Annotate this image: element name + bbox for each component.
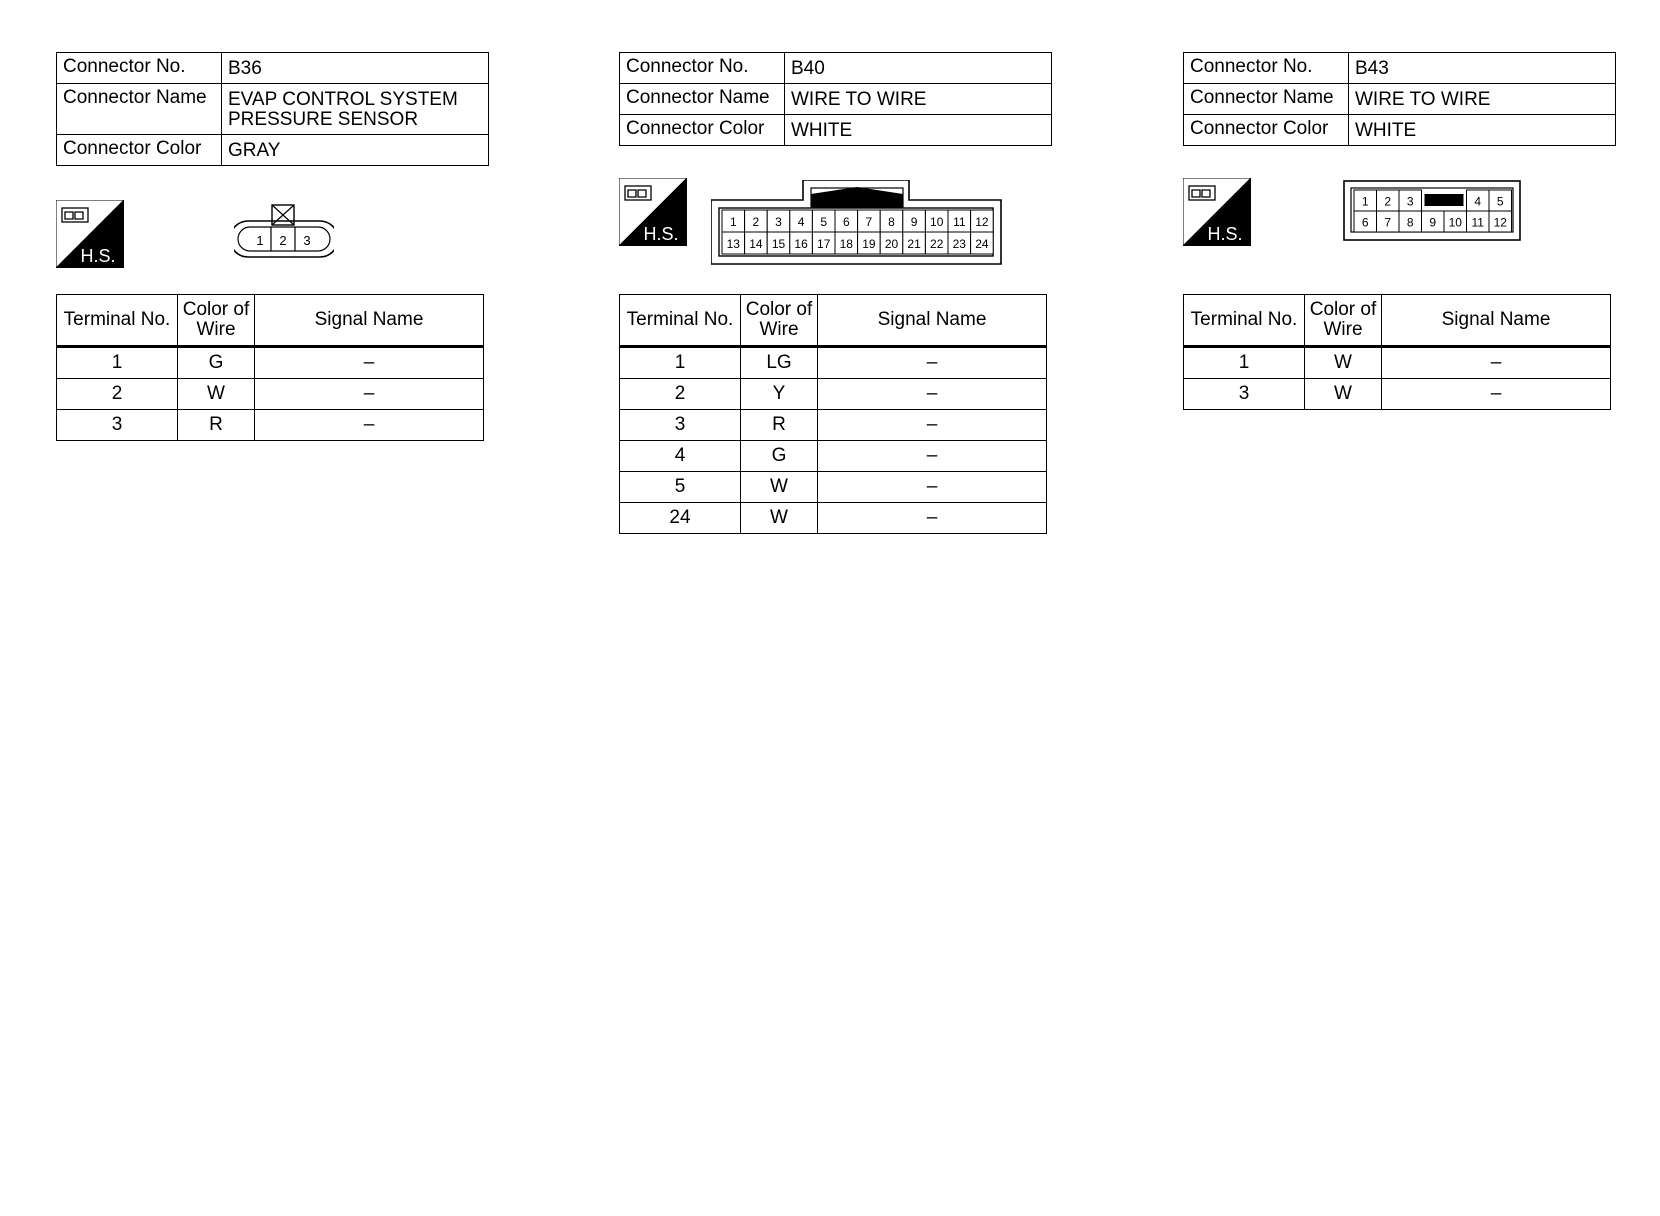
connector-no-label: Connector No. — [1184, 53, 1349, 84]
connector-no-value: B40 — [785, 53, 1052, 84]
pin-label: 12 — [1493, 215, 1507, 230]
terminal-cell: 1 — [57, 347, 178, 379]
table-row — [1184, 347, 1611, 379]
terminal-cell: 1 — [1184, 347, 1305, 379]
pin-label: 12 — [975, 215, 989, 229]
connector-info-table — [1183, 52, 1616, 146]
connector-name-value: WIRE TO WIRE — [785, 84, 1052, 115]
pin-label: 3 — [1406, 194, 1414, 209]
harness-side-icon — [619, 178, 687, 246]
connector-color-value: WHITE — [785, 115, 1052, 146]
hs-label: H.S. — [1207, 224, 1243, 244]
connector-face-b43 — [1343, 180, 1523, 242]
table-row — [620, 347, 1047, 379]
pin-label: 7 — [865, 215, 873, 229]
pin-label: 3 — [775, 215, 782, 229]
pin-label: 11 — [1471, 215, 1484, 230]
terminal-cell: 5 — [620, 472, 741, 503]
pin-label: 8 — [888, 215, 895, 229]
terminal-table — [56, 294, 484, 441]
pin-label: 24 — [975, 237, 989, 251]
terminal-cell: 2 — [57, 379, 178, 410]
pin-label: 8 — [1406, 215, 1414, 230]
pin-label: 10 — [930, 215, 944, 229]
wire-color-cell: W — [178, 379, 255, 410]
pin-label: 3 — [303, 233, 311, 248]
table-row — [620, 379, 1047, 410]
pin-label: 2 — [1384, 194, 1392, 209]
terminal-table — [1183, 294, 1611, 410]
wire-color-cell: W — [1305, 347, 1382, 379]
blocked-slot — [1425, 194, 1464, 206]
pin-label: 9 — [1429, 215, 1437, 230]
connector-info-table — [56, 52, 489, 166]
wire-color-cell: W — [1305, 379, 1382, 410]
table-row — [57, 410, 484, 441]
pin-label: 20 — [884, 237, 899, 251]
connector-b40 — [619, 0, 1059, 560]
connector-name-value: WIRE TO WIRE — [1349, 84, 1616, 115]
signal-cell: – — [818, 379, 1047, 410]
pin-label: 21 — [907, 237, 921, 251]
pin-label: 1 — [1361, 194, 1369, 209]
connector-color-label: Connector Color — [57, 135, 222, 166]
pin-label: 1 — [256, 233, 264, 248]
pin-label: 19 — [862, 237, 876, 251]
connector-b36 — [56, 0, 496, 560]
connector-color-label: Connector Color — [620, 115, 785, 146]
hs-label: H.S. — [80, 246, 116, 266]
signal-cell: – — [818, 472, 1047, 503]
signal-name-header: Signal Name — [1382, 295, 1611, 347]
wire-color-cell: R — [178, 410, 255, 441]
connector-color-label: Connector Color — [1184, 115, 1349, 146]
signal-cell: – — [818, 503, 1047, 534]
connector-b43 — [1183, 0, 1623, 560]
connector-name-value: EVAP CONTROL SYSTEM PRESSURE SENSOR — [222, 84, 489, 135]
terminal-cell: 1 — [620, 347, 741, 379]
wire-color-cell: W — [741, 503, 818, 534]
table-row — [620, 441, 1047, 472]
pin-label: 1 — [729, 215, 737, 229]
signal-cell: – — [255, 379, 484, 410]
signal-cell: – — [255, 410, 484, 441]
connector-no-label: Connector No. — [57, 53, 222, 84]
signal-cell: – — [255, 347, 484, 379]
wire-color-cell: G — [741, 441, 818, 472]
connector-color-value: WHITE — [1349, 115, 1616, 146]
connector-color-value: GRAY — [222, 135, 489, 166]
wire-color-header: Color of Wire — [1305, 295, 1382, 347]
connector-face-b40 — [711, 180, 1003, 266]
terminal-no-header: Terminal No. — [57, 295, 178, 347]
pin-label: 13 — [726, 237, 740, 251]
table-row — [620, 410, 1047, 441]
pin-label: 23 — [952, 237, 966, 251]
pin-label: 14 — [749, 237, 763, 251]
connector-name-label: Connector Name — [1184, 84, 1349, 115]
pin-label: 15 — [771, 237, 786, 251]
wire-color-cell: R — [741, 410, 818, 441]
signal-name-header: Signal Name — [255, 295, 484, 347]
signal-cell: – — [818, 410, 1047, 441]
terminal-cell: 2 — [620, 379, 741, 410]
wire-color-header: Color of Wire — [178, 295, 255, 347]
pin-label: 4 — [1474, 194, 1482, 209]
signal-cell: – — [818, 347, 1047, 379]
pin-label: 5 — [820, 215, 828, 229]
wire-color-cell: G — [178, 347, 255, 379]
terminal-no-header: Terminal No. — [620, 295, 741, 347]
pin-label: 22 — [930, 237, 944, 251]
hs-label: H.S. — [643, 224, 679, 244]
pin-label: 6 — [1361, 215, 1369, 230]
connector-face-b36 — [234, 203, 334, 259]
pin-label: 7 — [1384, 215, 1392, 230]
pin-label: 4 — [797, 215, 805, 229]
pin-label: 17 — [817, 237, 831, 251]
terminal-cell: 24 — [620, 503, 741, 534]
connector-no-value: B36 — [222, 53, 489, 84]
table-row — [620, 503, 1047, 534]
connector-name-label: Connector Name — [620, 84, 785, 115]
table-row — [57, 347, 484, 379]
signal-cell: – — [818, 441, 1047, 472]
wire-color-header: Color of Wire — [741, 295, 818, 347]
pin-label: 6 — [842, 215, 850, 229]
terminal-cell: 3 — [1184, 379, 1305, 410]
pin-label: 10 — [1448, 215, 1462, 230]
signal-name-header: Signal Name — [818, 295, 1047, 347]
terminal-table — [619, 294, 1047, 534]
connector-name-label: Connector Name — [57, 84, 222, 135]
wire-color-cell: LG — [741, 347, 818, 379]
wire-color-cell: Y — [741, 379, 818, 410]
signal-cell: – — [1382, 379, 1611, 410]
connector-info-table — [619, 52, 1052, 146]
pin-label: 2 — [279, 233, 287, 248]
pin-label: 18 — [839, 237, 853, 251]
harness-side-icon — [1183, 178, 1251, 246]
harness-side-icon — [56, 200, 124, 268]
wire-color-cell: W — [741, 472, 818, 503]
terminal-cell: 4 — [620, 441, 741, 472]
terminal-cell: 3 — [620, 410, 741, 441]
connector-no-label: Connector No. — [620, 53, 785, 84]
pin-label: 2 — [752, 215, 760, 229]
pin-label: 9 — [910, 215, 918, 229]
signal-cell: – — [1382, 347, 1611, 379]
pin-label: 16 — [794, 237, 808, 251]
pin-label: 11 — [953, 215, 966, 229]
table-row — [620, 472, 1047, 503]
pin-label: 5 — [1496, 194, 1504, 209]
terminal-cell: 3 — [57, 410, 178, 441]
terminal-no-header: Terminal No. — [1184, 295, 1305, 347]
connector-no-value: B43 — [1349, 53, 1616, 84]
table-row — [57, 379, 484, 410]
table-row — [1184, 379, 1611, 410]
